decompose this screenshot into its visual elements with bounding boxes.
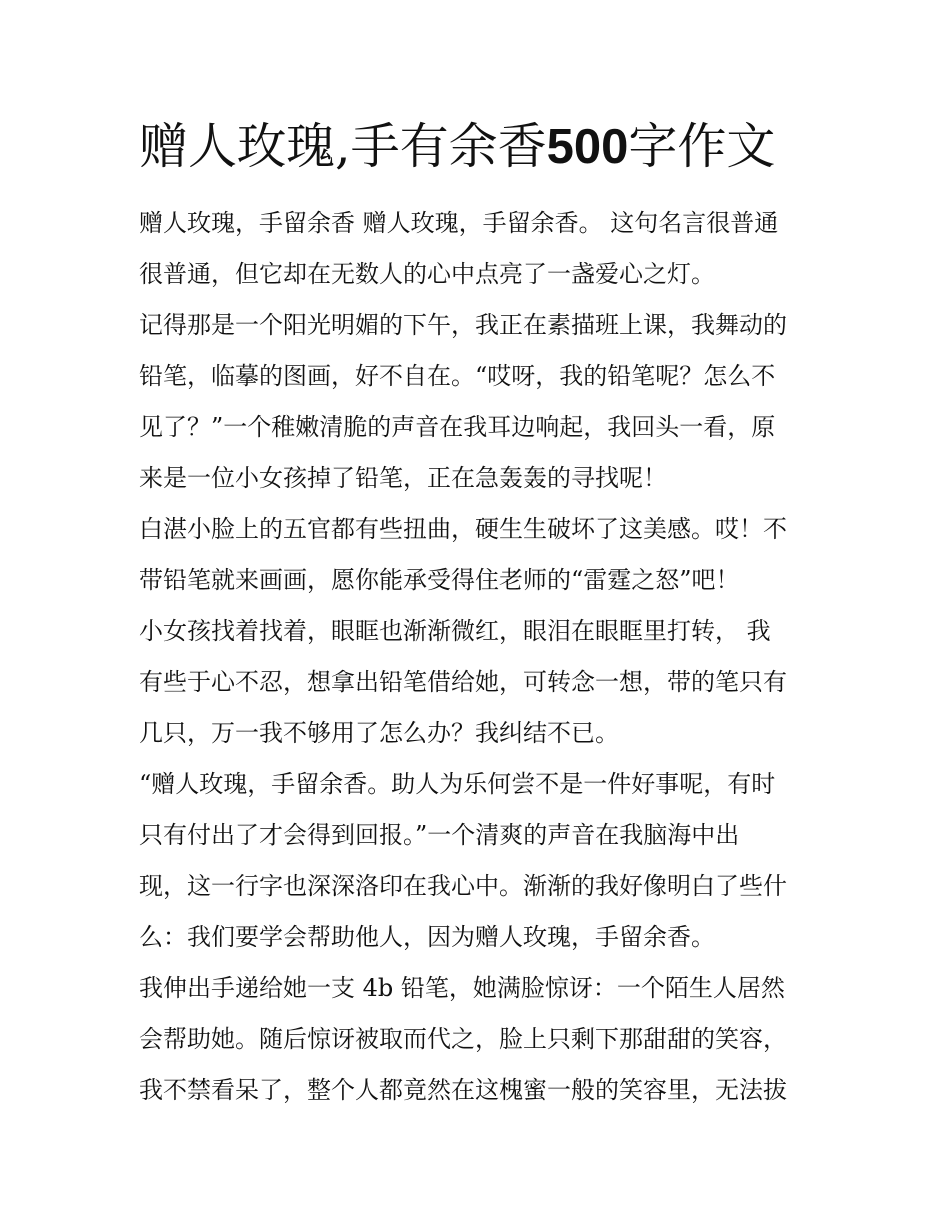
page-title <box>139 112 829 182</box>
text-line: 带铅笔就来画画，愿你能承受得住老师的“雷霆之怒”吧！ <box>139 566 740 594</box>
title-word-count: 500 <box>546 120 629 174</box>
text-line: 铅笔，临摹的图画，好不自在。“哎呀，我的铅笔呢？怎么不 <box>139 362 776 390</box>
text-line: 见了？”一个稚嫩清脆的声音在我耳边响起，我回头一看，原 <box>139 413 776 441</box>
text-line: 我不禁看呆了，整个人都竟然在这槐蜜一般的笑容里，无法拔 <box>139 1076 787 1104</box>
text-line: 现，这一行字也深深洛印在我心中。渐渐的我好像明白了些什 <box>139 872 787 900</box>
text-line: 我伸出手递给她一支 4b 铅笔，她满脸惊讶：一个陌生人居然 <box>139 974 785 1002</box>
essay-body <box>139 198 829 1116</box>
text-line: 白湛小脸上的五官都有些扭曲，硬生生破坏了这美感。哎！不 <box>139 515 787 543</box>
text-line: 很普通，但它却在无数人的心中点亮了一盏爱心之灯。 <box>139 260 715 288</box>
text-line: 小女孩找着找着，眼眶也渐渐微红，眼泪在眼眶里打转， 我 <box>139 617 771 645</box>
text-line: 有些于心不忍，想拿出铅笔借给她，可转念一想，带的笔只有 <box>139 668 787 696</box>
text-line: 么：我们要学会帮助他人，因为赠人玫瑰，手留余香。 <box>139 923 715 951</box>
title-suffix: 字作文 <box>628 118 776 175</box>
text-line: “赠人玫瑰，手留余香。助人为乐何尝不是一件好事呢，有时 <box>139 770 776 798</box>
text-line: 来是一位小女孩掉了铅笔，正在急轰轰的寻找呢！ <box>139 464 667 492</box>
text-line: 会帮助她。随后惊讶被取而代之，脸上只剩下那甜甜的笑容， <box>139 1025 787 1053</box>
text-line: 赠人玫瑰，手留余香 赠人玫瑰，手留余香。 这句名言很普通 <box>139 209 779 237</box>
text-line: 只有付出了才会得到回报。”一个清爽的声音在我脑海中出 <box>139 821 740 849</box>
text-line: 几只，万一我不够用了怎么办？我纠结不已。 <box>139 719 619 747</box>
title-text: 赠人玫瑰,手有余香 <box>139 118 547 175</box>
text-line: 记得那是一个阳光明媚的下午，我正在素描班上课，我舞动的 <box>139 311 787 339</box>
